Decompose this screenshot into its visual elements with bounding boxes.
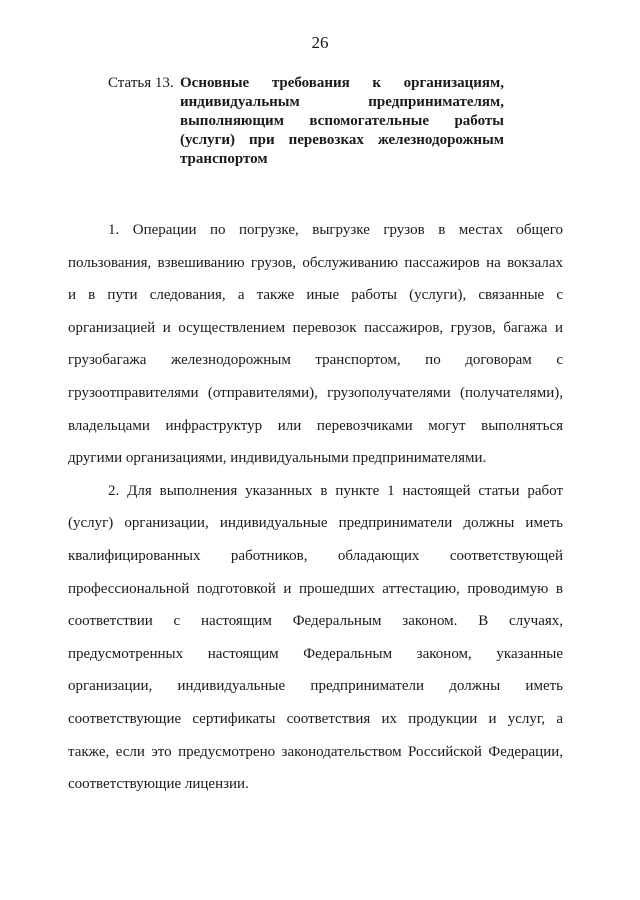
text-line: и в пути следования, а также иные работы (услуги), связанные с — [68, 287, 563, 304]
text-line: владельцами инфраструктур или перевозчиками могут выполняться — [68, 417, 563, 434]
text-line: грузоотправителями (отправителями), грузополучателями (получателями), — [68, 384, 563, 401]
text-line: предусмотренных настоящим Федеральным законом, указанные — [68, 645, 563, 662]
text-line: другими организациями, индивидуальными предпринимателями. — [68, 450, 487, 467]
text-line: организацией и осуществлением перевозок пассажиров, грузов, багажа и — [68, 319, 563, 336]
paragraph-2 — [68, 475, 563, 801]
text-line: пользования, взвешиванию грузов, обслуживанию пассажиров на вокзалах — [68, 254, 563, 271]
text-line: организации, индивидуальные предприниматели должны иметь — [68, 678, 563, 695]
text-line: грузобагажа железнодорожным транспортом, по договорам с — [68, 352, 563, 369]
article-label: Статья 13. — [108, 75, 174, 91]
article-title-line: индивидуальным предпринимателям, — [180, 94, 504, 110]
text-line: профессиональной подготовкой и прошедших аттестацию, проводимую в — [68, 580, 563, 597]
text-line: соответствующие сертификаты соответствия их продукции и услуг, а — [68, 710, 563, 727]
text-line: (услуг) организации, индивидуальные предприниматели должны иметь — [68, 515, 563, 532]
text-line: 2. Для выполнения указанных в пункте 1 настоящей статьи работ — [108, 482, 563, 499]
page-number: 26 — [311, 33, 329, 52]
text-line: квалифицированных работников, обладающих соответствующей — [68, 547, 563, 564]
article-title-line: транспортом — [180, 151, 268, 167]
article-title-line: (услуги) при перевозках железнодорожным — [180, 132, 504, 148]
article-body — [68, 214, 563, 801]
article-title-line: Основные требования к организациям, — [180, 75, 504, 91]
article-title-line: выполняющим вспомогательные работы — [180, 113, 504, 129]
paragraph-1 — [68, 214, 563, 475]
text-line: соответствующие лицензии. — [68, 776, 249, 793]
text-line: соответствии с настоящим Федеральным законом. В случаях, — [68, 613, 563, 630]
text-line: 1. Операции по погрузке, выгрузке грузов в местах общего — [108, 222, 563, 238]
article-heading — [108, 74, 504, 169]
text-line: также, если это предусмотрено законодательством Российской Федерации, — [68, 743, 563, 760]
article-title — [180, 74, 504, 169]
